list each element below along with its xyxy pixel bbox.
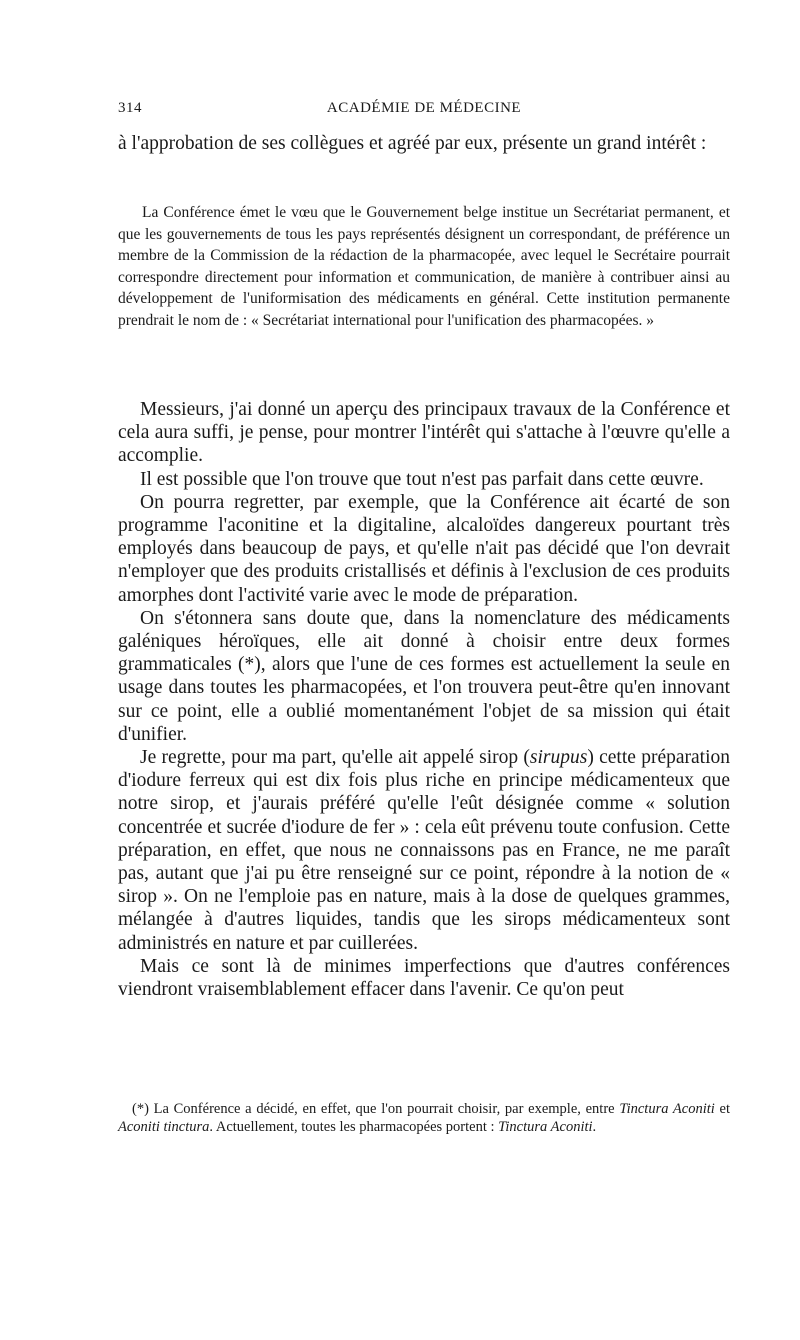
running-title: ACADÉMIE DE MÉDECINE — [326, 100, 522, 116]
footnote-text: et — [714, 1101, 730, 1117]
italic-term: sirupus — [529, 747, 588, 769]
paragraph: Il est possible que l'on trouve que tout n'est pas parfait dans cette œuvre. — [140, 468, 704, 490]
text-span: Je regrette, pour ma part, qu'elle ait appelé sirop ( — [140, 747, 530, 769]
text-span: ) cette préparation d'iodure ferreux qui est dix fois plus riche en principe médicamenteux que notre sirop, et j'aurais préféré qu'elle l'eût désignée comme « solution concentrée et sucrée d'iodure de fer » : cela eût prévenu toute confusion. Cette préparation, en effet, que nous ne connaissons pas en France, ne me paraît pas, autant que j'ai pu être renseigné sur ce point, répondre à la notion de « sirop ». On ne l'emploie pas en nature, mais à la dose de quelques grammes, mélangée à d'autres liquides, tandis que les sirops médicamenteux sont administrés en nature et par cuillerées. — [118, 747, 730, 954]
paragraph — [118, 746, 730, 955]
continuation-paragraph: à l'approbation de ses collègues et agréé par eux, présente un grand intérêt : — [118, 133, 707, 154]
italic-term: Tinctura Aconiti — [498, 1119, 593, 1135]
italic-term: Tinctura Aconiti — [619, 1101, 715, 1117]
body-text — [118, 398, 730, 1001]
paragraph: Messieurs, j'ai donné un aperçu des principaux travaux de la Conférence et cela aura suffi, je pense, pour montrer l'intérêt qui s'attache à l'œuvre qu'elle a accomplie. — [118, 399, 730, 467]
italic-term: Aconiti tinctura — [118, 1119, 210, 1135]
footnote-text: (*) La Conférence a décidé, en effet, que l'on pourrait choisir, par exemple, entre — [132, 1101, 620, 1117]
page-header — [118, 100, 730, 122]
footnote-text: . — [592, 1119, 597, 1135]
paragraph: On pourra regretter, par exemple, que la Conférence ait écarté de son programme l'aconitine et la digitaline, alcaloïdes dangereux pourtant très employés dans beaucoup de pays, et qu'elle n'ait pas décidé que l'on devrait n'employer que des produits cristallisés et définis à l'exclusion de ces produits amorphes dont l'activité varie avec le mode de préparation. — [118, 491, 730, 606]
paragraph: On s'étonnera sans doute que, dans la nomenclature des médicaments galéniques héroïques, elle ait donné à choisir entre deux formes grammaticales (*), alors que l'une de ces formes est actuellement la seule en usage dans toutes les pharmacopées, et l'on trouvera peut-être qu'en innovant sur ce point, elle a oublié momentanément l'objet de sa mission qui était d'unifier. — [118, 607, 730, 745]
footnote — [118, 1100, 730, 1136]
paragraph: Mais ce sont là de minimes imperfections que d'autres conférences viendront vraisemblablement effacer dans l'avenir. Ce qu'on peut — [118, 955, 730, 1001]
footnote-text: . Actuellement, toutes les pharmacopées portent : — [209, 1119, 499, 1135]
page-number: 314 — [118, 100, 142, 116]
quoted-resolution: La Conférence émet le vœu que le Gouvernement belge institue un Secrétariat permanent, et que les gouvernements de tous les pays représentés désignent un correspondant, de préférence un membre de la Commission de la rédaction de la pharmacopée, avec lequel le Secrétaire pourrait correspondre directement pour information et communication, de manière à contribuer ainsi au développement de l'uniformisation des médicaments en général. Cette institution permanente prendrait le nom de : « Secrétariat international pour l'unification des pharmacopées. » — [118, 204, 730, 329]
